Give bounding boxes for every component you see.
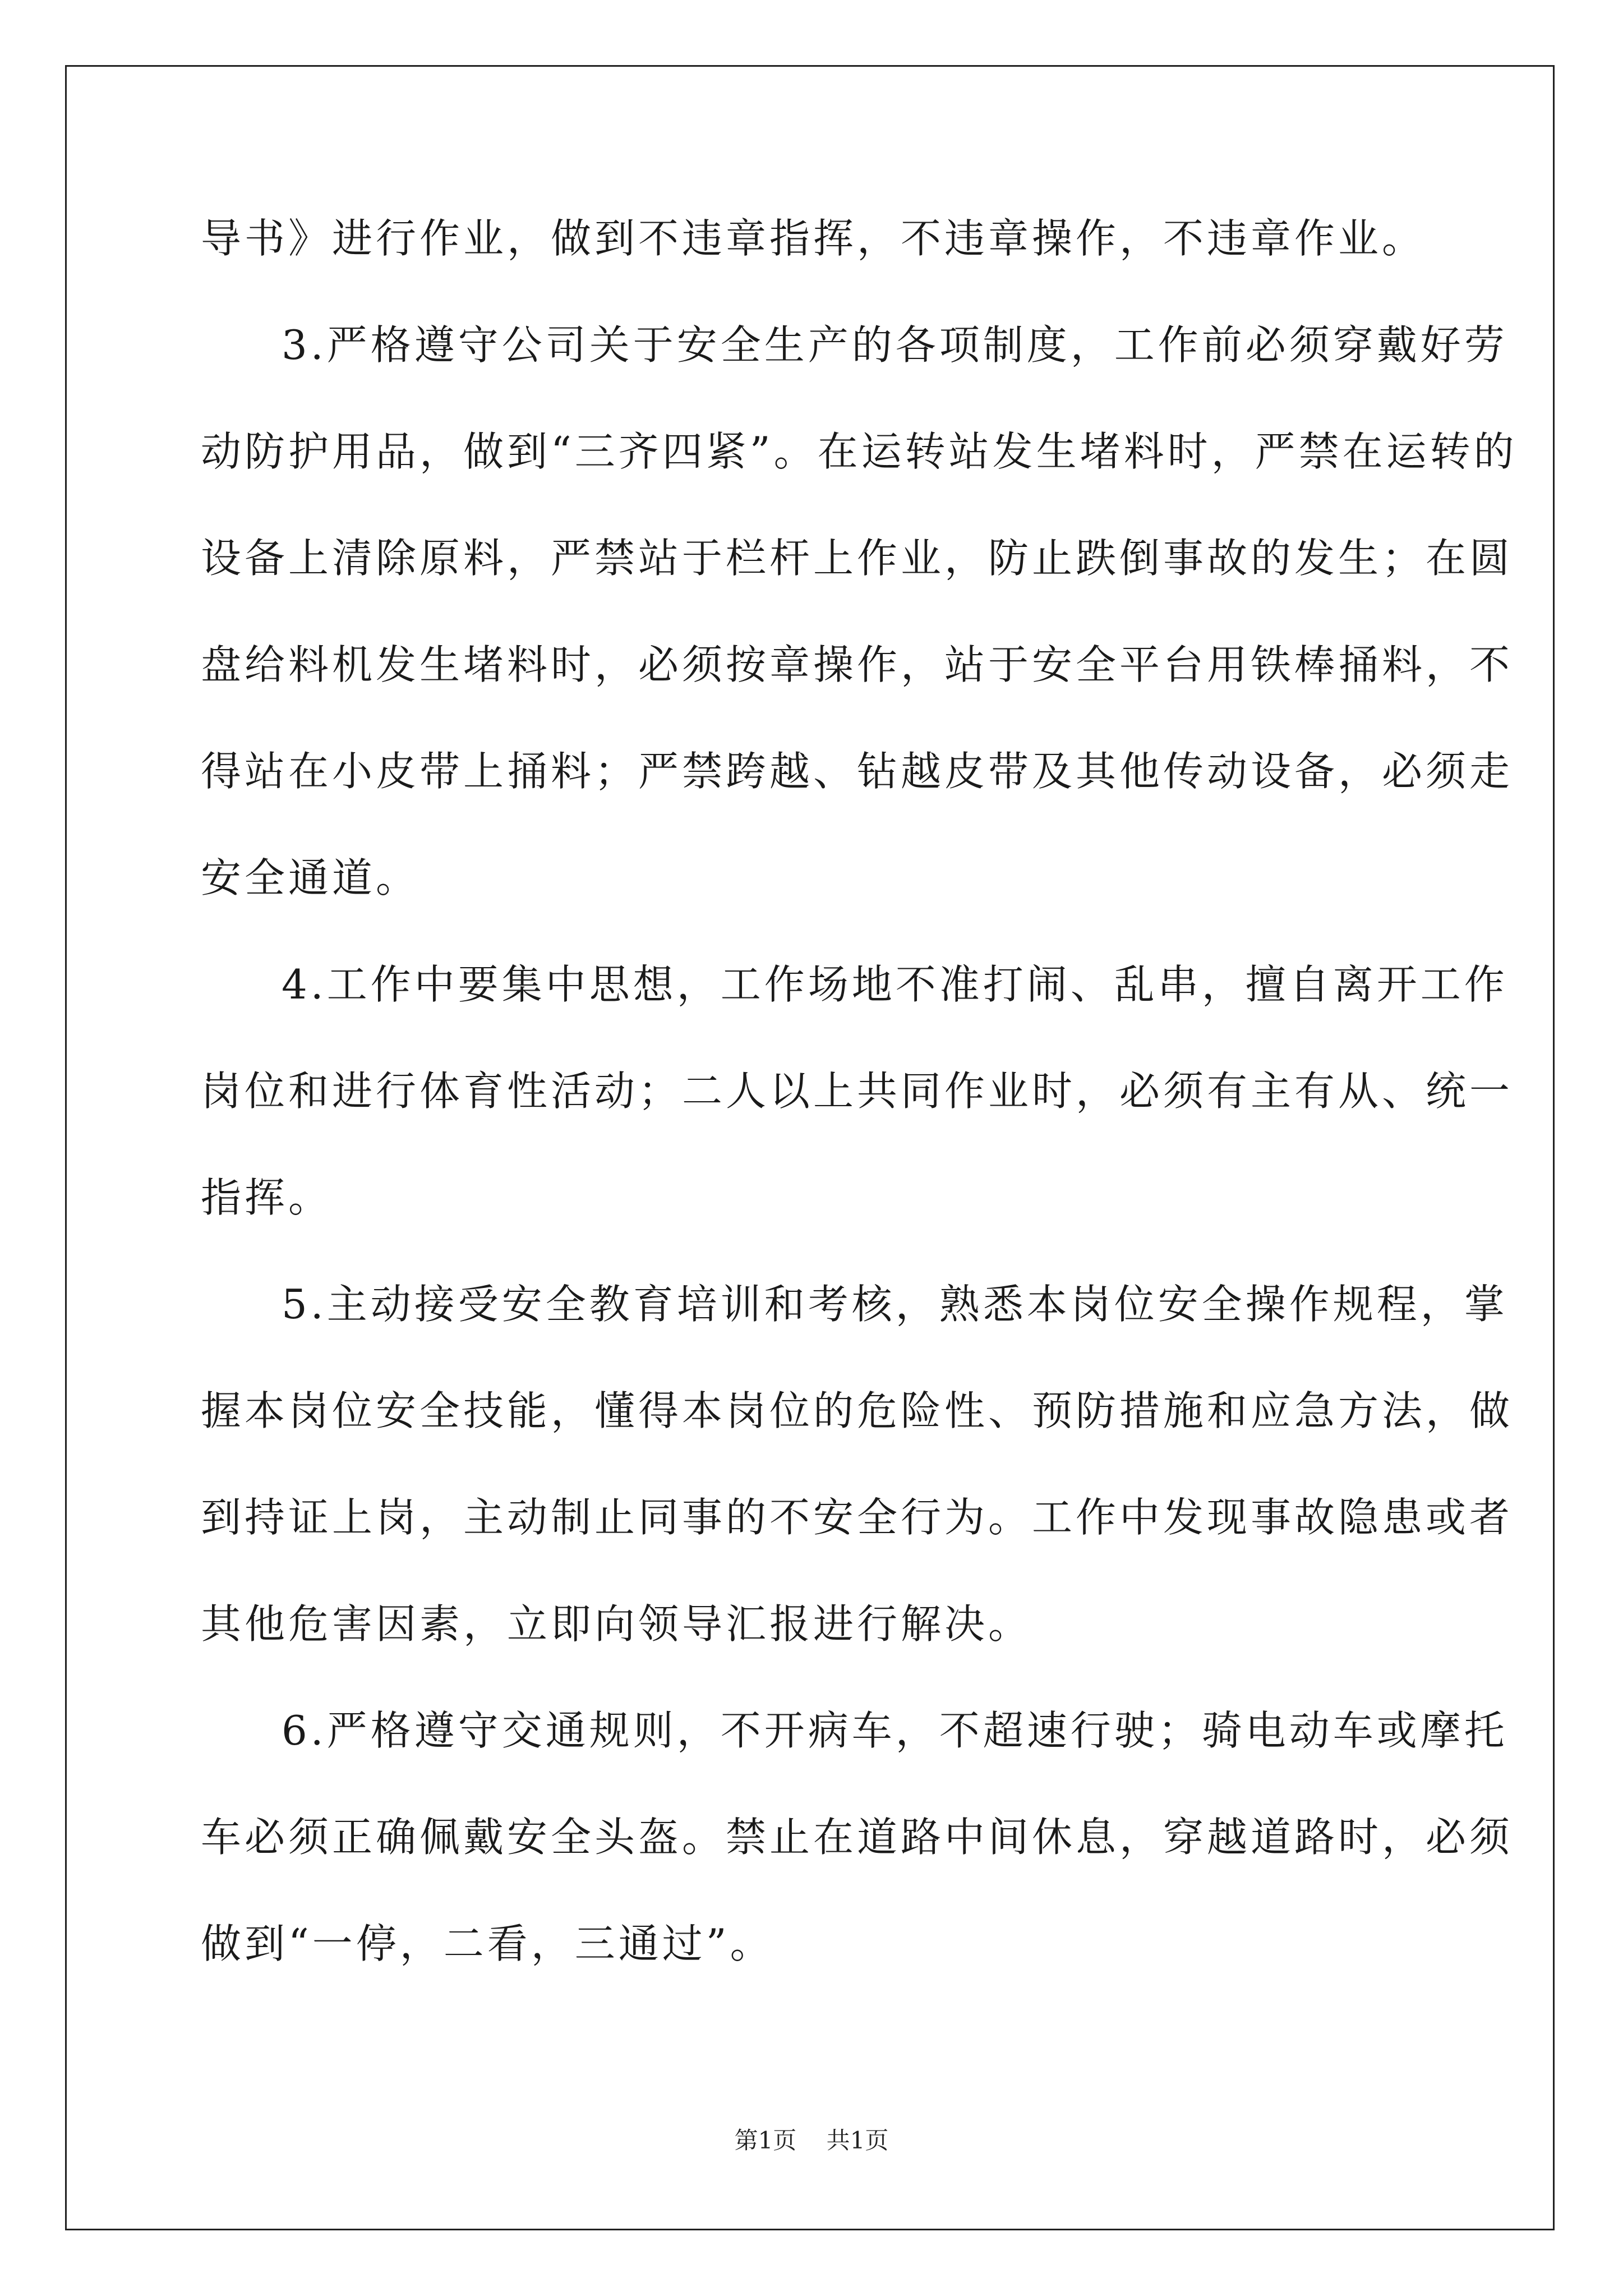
text-line: 设备上清除原料，严禁站于栏杆上作业，防止跌倒事故的发生；在圆 <box>201 535 1514 582</box>
text-line: 岗位和进行体育性活动；二人以上共同作业时，必须有主有从、统一 <box>201 1068 1514 1115</box>
page-footer <box>0 2124 1623 2157</box>
text-line: 动防护用品，做到“三齐四紧”。在运转站发生堵料时，严禁在运转的 <box>201 428 1518 475</box>
text-line: 3.严格遵守公司关于安全生产的各项制度，工作前必须穿戴好劳 <box>282 321 1508 369</box>
page-border <box>65 65 1555 2230</box>
text-line: 指挥。 <box>201 1174 333 1221</box>
text-line: 车必须正确佩戴安全头盔。禁止在道路中间休息，穿越道路时，必须 <box>201 1814 1514 1861</box>
text-line: 盘给料机发生堵料时，必须按章操作，站于安全平台用铁棒捅料，不 <box>201 641 1514 688</box>
text-line: 5.主动接受安全教育培训和考核，熟悉本岗位安全操作规程，掌 <box>282 1281 1508 1328</box>
text-line: 4.工作中要集中思想，工作场地不准打闹、乱串，擅自离开工作 <box>282 961 1508 1008</box>
page-number-current: 第1页 <box>734 2127 797 2154</box>
text-line: 安全通道。 <box>201 854 420 901</box>
text-line: 6.严格遵守交通规则，不开病车，不超速行驶；骑电动车或摩托 <box>282 1707 1508 1754</box>
page-number-total: 共1页 <box>826 2127 889 2154</box>
text-line: 得站在小皮带上捅料；严禁跨越、钻越皮带及其他传动设备，必须走 <box>201 748 1514 795</box>
text-line: 握本岗位安全技能，懂得本岗位的危险性、预防措施和应急方法，做 <box>201 1387 1514 1434</box>
text-line: 做到“一停，二看，三通过”。 <box>201 1920 774 1967</box>
text-line: 到持证上岗，主动制止同事的不安全行为。工作中发现事故隐患或者 <box>201 1494 1514 1541</box>
text-line: 其他危害因素，立即向领导汇报进行解决。 <box>201 1600 1032 1648</box>
text-line: 导书》进行作业，做到不违章指挥，不违章操作，不违章作业。 <box>201 215 1426 262</box>
